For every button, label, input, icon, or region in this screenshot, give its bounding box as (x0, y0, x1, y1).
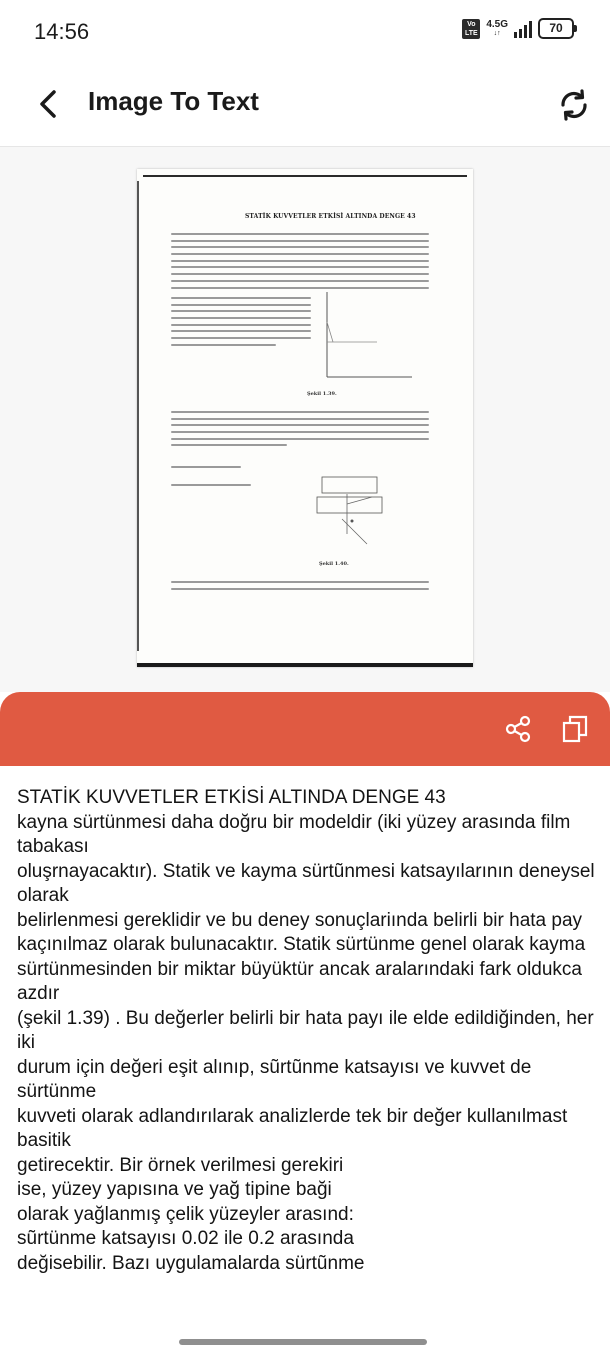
document-image (137, 169, 473, 667)
document-paragraph-1 (171, 233, 429, 293)
share-icon (503, 714, 533, 744)
document-header: STATİK KUVVETLER ETKİSİ ALTINDA DENGE 43 (245, 213, 416, 220)
image-preview-area (0, 147, 610, 692)
figure-2-diagram (297, 459, 417, 559)
page-title: Image To Text (88, 86, 259, 116)
status-icons (462, 18, 574, 39)
action-bar (0, 692, 610, 766)
back-button[interactable] (30, 84, 70, 124)
volte-icon: Vo LTE (462, 19, 480, 39)
battery-level: 70 (549, 21, 563, 35)
page-top-rule (143, 175, 467, 177)
formula-line (171, 466, 241, 473)
figure-2-caption: Şekil 1.40. (319, 561, 349, 567)
copy-icon (560, 714, 590, 744)
recognized-text[interactable]: STATİK KUVVETLER ETKİSİ ALTINDA DENGE 43 kayna sürtünmesi daha doğru bir modeldir (iki yüzey arasında film tabakası oluşrnayacaktır). Statik ve kayma sürtũnmesi katsayılarının deneysel olarak belirlenmesi gereklidir ve bu deney sonuçlariında belirli bir hata pay kaçınılmaz olarak bulunacaktır. Statik sürtünme genel olarak kayma sürtünmesinden bir miktar büyüktür ancak aralarındaki fark oldukca azdır (şekil 1.39) . Bu değerler belirli bir hata payı ile elde edildiğinden, her iki durum için değeri eşit alınıp, sũrtũnme katsayısı ve kuvvet de sürtünme kuvveti olarak adlandırılarak analizlerde tek bir değer kullanılmast basitik getirecektir. Bir örnek verilmesi gerekiri ise, yüzey yapısına ve yağ tipine baği olarak yağlanmış çelik yüzeyler arasınd: sũrtünme katsayısı 0.02 ile 0.2 arasında değisebilir. Bazı uygulamalarda sürtũnme (17, 787, 595, 1274)
status-bar (0, 0, 610, 64)
document-paragraph-4 (171, 581, 429, 594)
home-indicator[interactable] (179, 1339, 427, 1345)
battery-icon (538, 18, 574, 39)
page-bottom-rule (137, 663, 473, 667)
data-arrows-icon: ↓↑ (493, 30, 501, 37)
signal-icon (514, 20, 532, 38)
document-paragraph-2 (171, 297, 311, 351)
formula-caption-line (171, 484, 251, 491)
page-edge (137, 181, 139, 651)
refresh-button[interactable] (555, 86, 593, 124)
back-arrow-icon (30, 84, 70, 124)
copy-button[interactable] (560, 714, 590, 744)
figure-1-caption: Şekil 1.39. (307, 391, 337, 397)
status-time: 14:56 (34, 19, 90, 44)
refresh-icon (555, 86, 593, 124)
document-paragraph-3 (171, 411, 429, 451)
app-bar (0, 64, 610, 147)
share-button[interactable] (503, 714, 533, 744)
figure-1-graph (317, 287, 417, 387)
network-label: 4.5G (486, 19, 508, 30)
network-type (486, 20, 508, 37)
